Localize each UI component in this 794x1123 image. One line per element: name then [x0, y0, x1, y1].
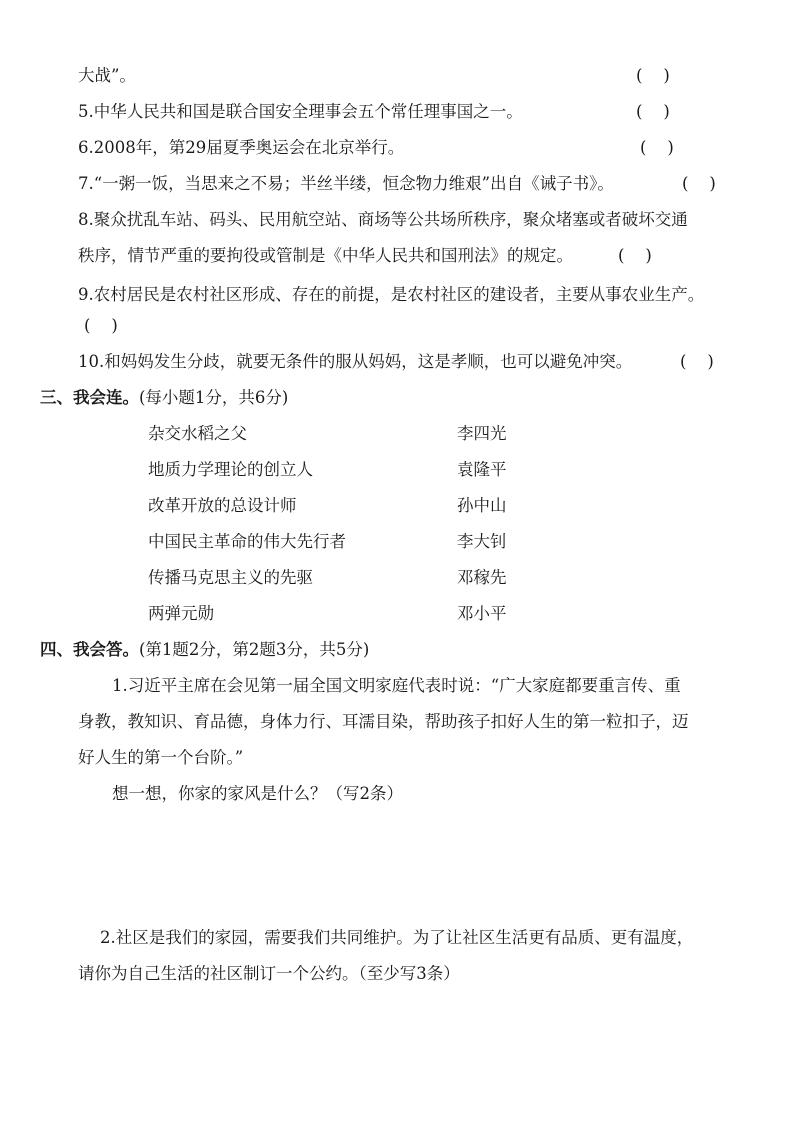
answer-question-1-line-2: 身教，教知识、育品德，身体力行、耳濡目染，帮助孩子扣好人生的第一粒扣子，迈	[78, 712, 689, 731]
question-9-line-1: 9.农村居民是农村社区形成、存在的前提，是农村社区的建设者，主要从事农业生产。	[78, 285, 705, 304]
match-right-5[interactable]: 邓稼先	[457, 568, 507, 587]
section-3-heading	[40, 386, 288, 410]
answer-paren-7[interactable]: ( )	[682, 174, 716, 193]
answer-question-1-line-1: 1.习近平主席在会见第一届全国文明家庭代表时说：“广大家庭都要重言传、重	[112, 676, 681, 695]
answer-paren-9[interactable]: ( )	[84, 316, 118, 335]
answer-paren-5[interactable]: ( )	[636, 102, 670, 121]
question-8-line-1: 8.聚众扰乱车站、码头、民用航空站、商场等公共场所秩序，聚众堵塞或者破坏交通	[78, 210, 688, 229]
section-3-score: (每小题1分，共6分)	[139, 388, 289, 407]
match-left-3[interactable]: 改革开放的总设计师	[148, 496, 297, 515]
question-5: 5.中华人民共和国是联合国安全理事会五个常任理事国之一。	[78, 102, 523, 121]
question-4-tail: 大战”。	[78, 66, 136, 85]
match-right-4[interactable]: 李大钊	[457, 532, 507, 551]
answer-paren-6[interactable]: ( )	[640, 138, 674, 157]
question-10: 10.和妈妈发生分歧，就要无条件的服从妈妈，这是孝顺，也可以避免冲突。	[78, 352, 633, 371]
question-6: 6.2008年，第29届夏季奥运会在北京举行。	[78, 138, 405, 157]
match-left-5[interactable]: 传播马克思主义的先驱	[148, 568, 313, 587]
match-left-6[interactable]: 两弹元勋	[148, 604, 214, 623]
match-left-2[interactable]: 地质力学理论的创立人	[148, 460, 313, 479]
answer-paren-10[interactable]: ( )	[680, 352, 714, 371]
answer-paren-4[interactable]: ( )	[636, 66, 670, 85]
answer-question-1-prompt: 想一想，你家的家风是什么？（写2条）	[112, 784, 403, 803]
section-4-score: (第1题2分，第2题3分，共5分)	[139, 640, 370, 659]
answer-paren-8[interactable]: ( )	[618, 246, 652, 265]
section-4-title: 四、我会答。	[40, 640, 139, 659]
match-right-6[interactable]: 邓小平	[457, 604, 507, 623]
answer-question-2-line-1: 2.社区是我们的家园，需要我们共同维护。为了让社区生活更有品质、更有温度，	[100, 928, 694, 947]
match-left-4[interactable]: 中国民主革命的伟大先行者	[148, 532, 346, 551]
match-left-1[interactable]: 杂交水稻之父	[148, 424, 247, 443]
section-3-title: 三、我会连。	[40, 388, 139, 407]
match-right-3[interactable]: 孙中山	[457, 496, 507, 515]
question-8-line-2: 秩序，情节严重的要拘役或管制是《中华人民共和国刑法》的规定。	[78, 246, 573, 265]
section-4-heading	[40, 638, 369, 662]
answer-question-2-line-2: 请你为自己生活的社区制订一个公约。（至少写3条）	[78, 964, 460, 983]
answer-question-1-line-3: 好人生的第一个台阶。”	[78, 748, 244, 767]
match-right-2[interactable]: 袁隆平	[457, 460, 507, 479]
match-right-1[interactable]: 李四光	[457, 424, 507, 443]
question-7: 7.“一粥一饭，当思来之不易；半丝半缕，恒念物力维艰”出自《诫子书》。	[78, 174, 614, 193]
